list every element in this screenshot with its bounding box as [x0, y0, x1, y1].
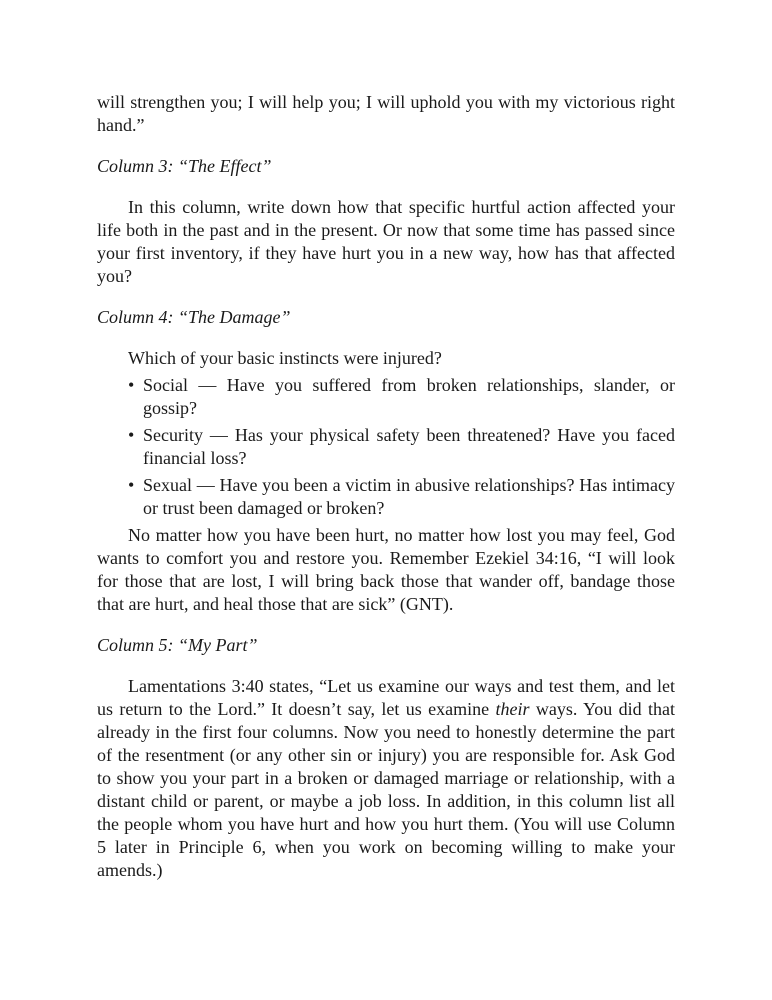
column-3-heading: Column 3: “The Effect” — [97, 156, 272, 176]
instinct-list — [97, 374, 675, 520]
list-item — [97, 374, 675, 420]
list-item — [97, 424, 675, 470]
page-body — [97, 91, 675, 882]
list-item — [97, 474, 675, 520]
bullet-text-social: Social — Have you suffered from broken relationships, slander, or gossip? — [143, 375, 675, 418]
emphasis-their: their — [495, 699, 530, 719]
column-4-intro: Which of your basic instincts were injured? — [128, 348, 442, 368]
bullet-icon: • — [128, 475, 135, 495]
continuation-paragraph: will strengthen you; I will help you; I will uphold you with my victorious right hand.” — [97, 92, 675, 135]
bullet-text-security: Security — Has your physical safety been threatened? Have you faced financial loss? — [143, 425, 675, 468]
bullet-icon: • — [128, 375, 135, 395]
column-5-text-end: ways. You did that already in the first four columns. Now you need to honestly determine the part of the resentment (or any other sin or injury) you are responsible for. Ask God to show you your part in a broken or damaged marriage or relationship, with a distant child or parent, or maybe a job loss. In addition, in this column list all the people whom you have hurt and how you hurt them. (You will use Column 5 later in Principle 6, when you work on becoming willing to make your amends.) — [97, 699, 676, 880]
column-3-paragraph: In this column, write down how that specific hurtful action affected your life both in the past and in the present. Or now that some time has passed since your first inventory, if they have hurt you in a new way, how has that affected you? — [97, 197, 675, 286]
column-4-heading: Column 4: “The Damage” — [97, 307, 291, 327]
bullet-icon: • — [128, 425, 135, 445]
column-4-paragraph: No matter how you have been hurt, no matter how lost you may feel, God wants to comfort you and restore you. Remember Ezekiel 34:16, “I will look for those that are lost, I will bring back those that wander off, bandage those that are hurt, and heal those that are sick” (GNT). — [97, 525, 675, 614]
column-5-heading: Column 5: “My Part” — [97, 635, 258, 655]
bullet-text-sexual: Sexual — Have you been a victim in abusive relationships? Has intimacy or trust been damaged or broken? — [143, 475, 675, 518]
column-5-paragraph — [97, 675, 675, 882]
column-5-text-start: Lamentations 3:40 states, “Let us examine our ways and test them, and let us return to the Lord.” It doesn’t say, let us examine — [97, 676, 675, 719]
